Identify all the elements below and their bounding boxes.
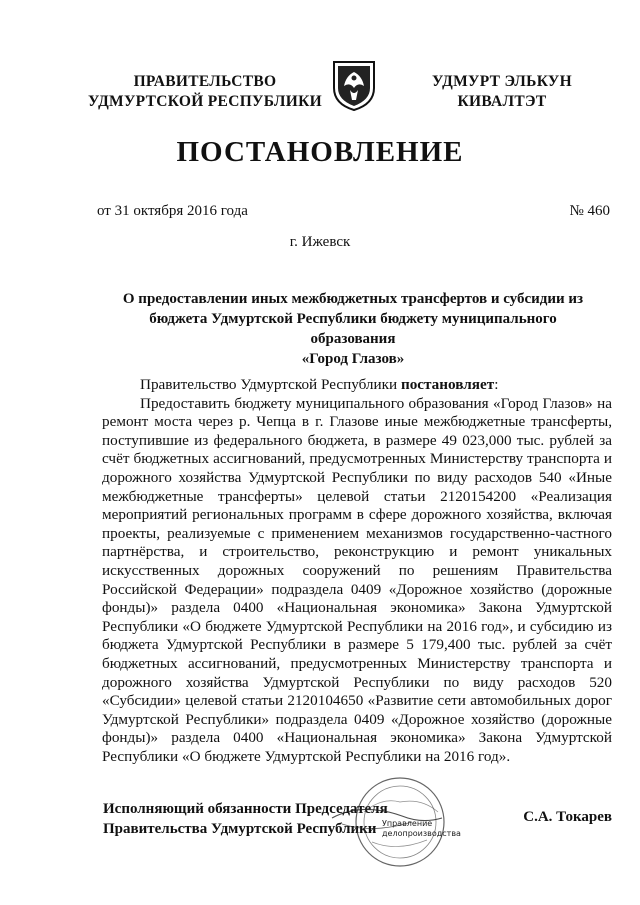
document-body: [102, 376, 612, 766]
document-subject: [108, 289, 598, 369]
intro-punct: :: [494, 376, 499, 393]
intro-line: [102, 376, 612, 395]
document-date: от 31 октября 2016 года: [97, 203, 248, 219]
intro-keyword: постановляет: [400, 376, 495, 393]
subject-line: бюджета Удмуртской Республики бюджету муниципального образования: [149, 311, 557, 347]
government-name-line: УДМУРТ ЭЛЬКУН: [432, 73, 572, 90]
signatory-title-line: Правительства Удмуртской Республики: [103, 821, 377, 837]
government-name-line: КИВАЛТЭТ: [457, 93, 547, 110]
government-name-line: ПРАВИТЕЛЬСТВО: [133, 73, 277, 90]
document-number: № 460: [569, 203, 610, 219]
document-title: ПОСТАНОВЛЕНИЕ: [176, 136, 464, 168]
document-city: г. Ижевск: [289, 234, 351, 250]
coat-of-arms-icon: [330, 58, 378, 112]
resolution-paragraph: Предоставить бюджету муниципального образования «Город Глазов» на ремонт моста через р. Чепца в г. Глазове иные межбюджетные трансферты, поступившие из федерального бюджета, в размере 49 023,000 тыс. рублей за счёт бюджетных ассигнований, предусмотренных Министерству транспорта и дорожного хозяйства Удмуртской Республики по виду расходов 540 «Иные межбюджетные трансферты» целевой статьи 2120154200 «Реализация мероприятий региональных программ в сфере дорожного хозяйства, включая проекты, реализуемые с применением механизмов государственно-частного партнёрства, и строительство, реконструкцию и ремонт уникальных искусственных дорожных сооружений по решениям Правительства Российской Федерации» подраздела 0409 «Дорожное хозяйство (дорожные фонды)» раздела 0400 «Национальная экономика» Закона Удмуртской Республики «О бюджете Удмуртской Республики на 2016 год», и субсидию из бюджета Удмуртской Республики в размере 5 179,400 тыс. рублей за счёт бюджетных ассигнований, предусмотренных Министерству транспорта и дорожного хозяйства Удмуртской Республики по виду расходов 520 «Субсидии» целевой статьи 2120104650 «Развитие сети автомобильных дорог Удмуртской Республики» подраздела 0409 «Дорожное хозяйство (дорожные фонды)» раздела 0400 «Национальная экономика» Закона Удмуртской Республики «О бюджете Удмуртской Республики на 2016 год».: [102, 394, 612, 765]
signatory-title-line: Исполняющий обязанности Председателя: [103, 801, 388, 817]
stamp-text-line: Управление: [382, 819, 433, 828]
signatory-title: [103, 799, 388, 839]
government-name-line: УДМУРТСКОЙ РЕСПУБЛИКИ: [87, 93, 322, 110]
intro-text: Правительство Удмуртской Республики: [140, 376, 401, 393]
stamp-text-line: делопроизводства: [382, 829, 461, 838]
government-name-udmurt: [424, 72, 580, 112]
government-name-russian: [80, 72, 330, 112]
signatory-name: С.А. Токарев: [523, 809, 612, 825]
subject-line: О предоставлении иных межбюджетных трансфертов и субсидии из: [122, 291, 584, 307]
subject-line: «Город Глазов»: [301, 351, 405, 367]
